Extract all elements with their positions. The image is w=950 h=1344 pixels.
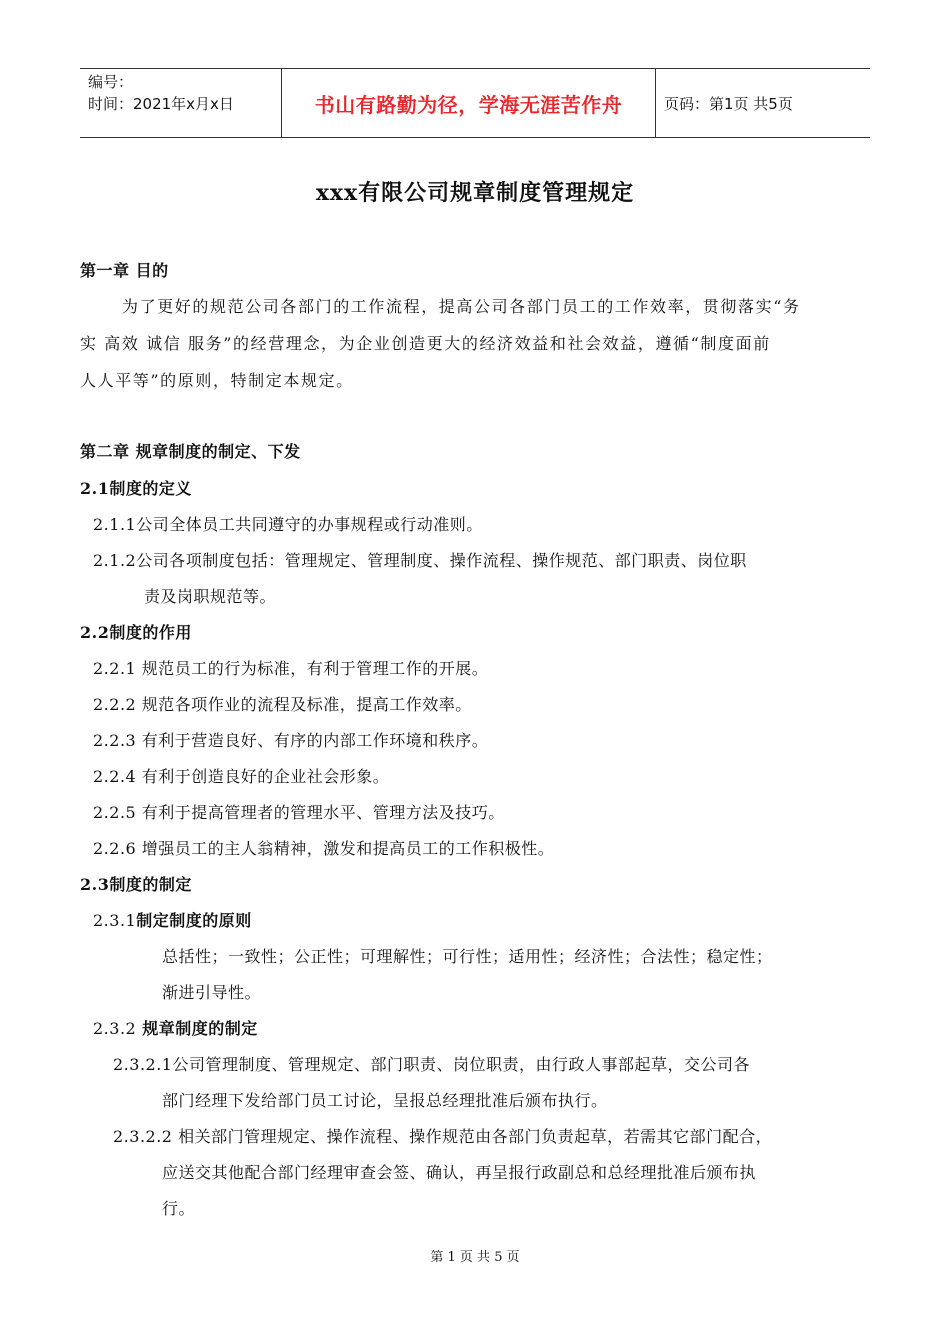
- chapter-1-paragraph-line: 实 高效 诚信 服务”的经营理念，为企业创造更大的经济效益和社会效益，遵循“制度面前: [80, 334, 771, 353]
- clause-2-2-6: 2.2.6 增强员工的主人翁精神，激发和提高员工的工作积极性。: [93, 839, 555, 858]
- clause-2-3-1: [93, 908, 252, 931]
- clause-2-2-1: 2.2.1 规范员工的行为标准，有利于管理工作的开展。: [93, 659, 489, 678]
- section-2-3-heading: 2.3制度的制定: [80, 875, 192, 894]
- clause-2-2-5: 2.2.5 有利于提高管理者的管理水平、管理方法及技巧。: [93, 803, 505, 822]
- clause-2-3-2-1: 2.3.2.1公司管理制度、管理规定、部门职责、岗位职责，由行政人事部起草，交公司各: [113, 1055, 750, 1074]
- chapter-1-paragraph-line: 人人平等”的原则，特制定本规定。: [80, 371, 354, 390]
- document-header: [80, 68, 870, 138]
- clause-2-2-2: 2.2.2 规范各项作业的流程及标准，提高工作效率。: [93, 695, 472, 714]
- clause-number: 2.3.2: [93, 1019, 137, 1038]
- clause-2-3-2: [93, 1016, 258, 1039]
- clause-number: 2.3.1: [93, 911, 137, 930]
- section-2-1-heading: 2.1制度的定义: [80, 479, 192, 498]
- document-title: xxx有限公司规章制度管理规定: [315, 180, 635, 206]
- clause-2-3-2-1-continued: 部门经理下发给部门员工讨论，呈报总经理批准后颁布执行。: [162, 1091, 608, 1110]
- clause-2-3-2-2-continued: 应送交其他配合部门经理审查会签、确认，再呈报行政副总和总经理批准后颁布执: [162, 1163, 757, 1182]
- clause-title: 制定制度的原则: [136, 911, 252, 930]
- clause-2-2-4: 2.2.4 有利于创造良好的企业社会形象。: [93, 767, 390, 786]
- clause-2-3-2-2-continued: 行。: [162, 1199, 196, 1218]
- header-page-info: 页码：第1页 共5页: [664, 94, 793, 113]
- clause-2-2-3: 2.2.3 有利于营造良好、有序的内部工作环境和秩序。: [93, 731, 489, 750]
- header-motto: 书山有路勤为径，学海无涯苦作舟: [314, 92, 623, 117]
- chapter-1-heading: 第一章 目的: [80, 261, 169, 280]
- number-label: 编号：: [88, 73, 134, 91]
- page-footer: 第 1 页 共 5 页: [430, 1250, 520, 1265]
- header-motto-cell: [282, 69, 656, 137]
- chapter-1-paragraph-line: 为了更好的规范公司各部门的工作流程，提高公司各部门员工的工作效率，贯彻落实“务: [122, 297, 801, 316]
- principles-line: 渐进引导性。: [162, 983, 262, 1002]
- clause-2-1-1: 2.1.1公司全体员工共同遵守的办事规程或行动准则。: [93, 515, 483, 534]
- principles-line: 总括性；一致性；公正性；可理解性；可行性；适用性；经济性；合法性；稳定性；: [162, 947, 773, 966]
- clause-2-3-2-2: 2.3.2.2 相关部门管理规定、操作流程、操作规范由各部门负责起草，若需其它部门配合，: [113, 1127, 773, 1146]
- clause-2-1-2: 2.1.2公司各项制度包括：管理规定、管理制度、操作流程、操作规范、部门职责、岗位职: [93, 551, 747, 570]
- chapter-2-heading: 第二章 规章制度的制定、下发: [80, 442, 301, 461]
- section-2-2-heading: 2.2制度的作用: [80, 623, 192, 642]
- clause-title: 规章制度的制定: [136, 1019, 258, 1038]
- header-meta: [80, 69, 282, 137]
- date-label: 时间：2021年x月x日: [88, 95, 234, 113]
- clause-2-1-2-continued: 责及岗职规范等。: [144, 587, 277, 606]
